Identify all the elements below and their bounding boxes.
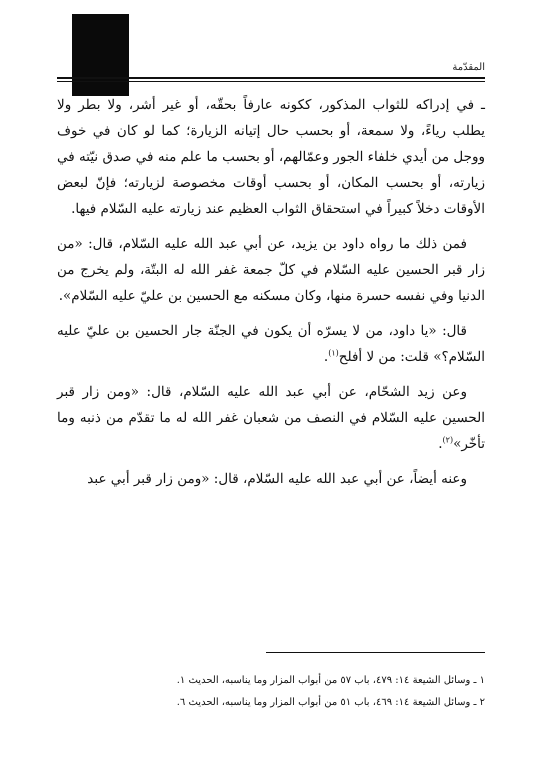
main-text xyxy=(57,92,485,501)
footnotes xyxy=(57,670,485,714)
paragraph-2 xyxy=(57,231,485,309)
paragraph-4-text: وعن زيد الشحّام، عن أبي عبد الله عليه السّلام، قال: «ومن زار قبر الحسين عليه السّلام في النصف من شعبان غفر الله له ما تقدّم من ذنبه وما تأخّر» xyxy=(57,384,485,452)
paragraph-3-text: قال: «يا داود، من لا يسرّه أن يكون في الجنّة جار الحسين بن عليّ عليه السّلام؟» قلت: من لا أفلح xyxy=(57,323,485,365)
footnote-ref-1[interactable]: (١) xyxy=(328,348,339,358)
paragraph-2-text: فمن ذلك ما رواه داود بن يزيد، عن أبي عبد الله عليه السّلام، قال: «من زار قبر الحسين عليه السّلام في كلّ جمعة غفر الله له البتّة، ولم يخرج من الدنيا وفي نفسه حسرة منها، وكان مسكنه مع الحسين بن عليّ عليه السّلام». xyxy=(57,236,485,304)
header-rule-thin xyxy=(57,81,485,82)
running-header-title: المقدّمة xyxy=(452,62,485,73)
paragraph-1-text: ـ في إدراكه للثواب المذكور، ككونه عارفاً بحقّه، أو غير أشر، ولا بطر ولا يطلب رياءً، ولا سمعة، أو بحسب حال إتيانه الزيارة؛ كما لو كان في خوف ووجل من أيدي خلفاء الجور وعمّالهم، أو بحسب ما علم منه في صدق نيّته في زيارته، أو بحسب المكان، أو بحسب أوقات مخصوصة لزيارته؛ فإنّ لبعض الأوقات دخلاً كبيراً في استحقاق الثواب العظيم عند زيارته عليه السّلام فيها. xyxy=(57,97,485,217)
paragraph-4 xyxy=(57,379,485,457)
paragraph-3-end: . xyxy=(323,349,329,365)
paragraph-5-text: وعنه أيضاً، عن أبي عبد الله عليه السّلام، قال: «ومن زار قبر أبي عبد xyxy=(87,471,467,487)
page-tab-marker xyxy=(72,14,129,96)
footnote-2: ٢ ـ وسائل الشيعة ١٤: ٤٦٩، باب ٥١ من أبواب المزار وما يناسبه، الحديث ٦. xyxy=(176,697,485,708)
footnote-ref-2[interactable]: (٢) xyxy=(442,435,454,445)
header-rule xyxy=(57,77,485,79)
footnote-separator xyxy=(266,652,485,653)
paragraph-5 xyxy=(57,466,485,492)
paragraph-1 xyxy=(57,92,485,222)
paragraph-3 xyxy=(57,318,485,370)
footnote-1: ١ ـ وسائل الشيعة ١٤: ٤٧٩، باب ٥٧ من أبواب المزار وما يناسبه، الحديث ١. xyxy=(176,675,485,686)
paragraph-4-end: . xyxy=(438,436,443,452)
